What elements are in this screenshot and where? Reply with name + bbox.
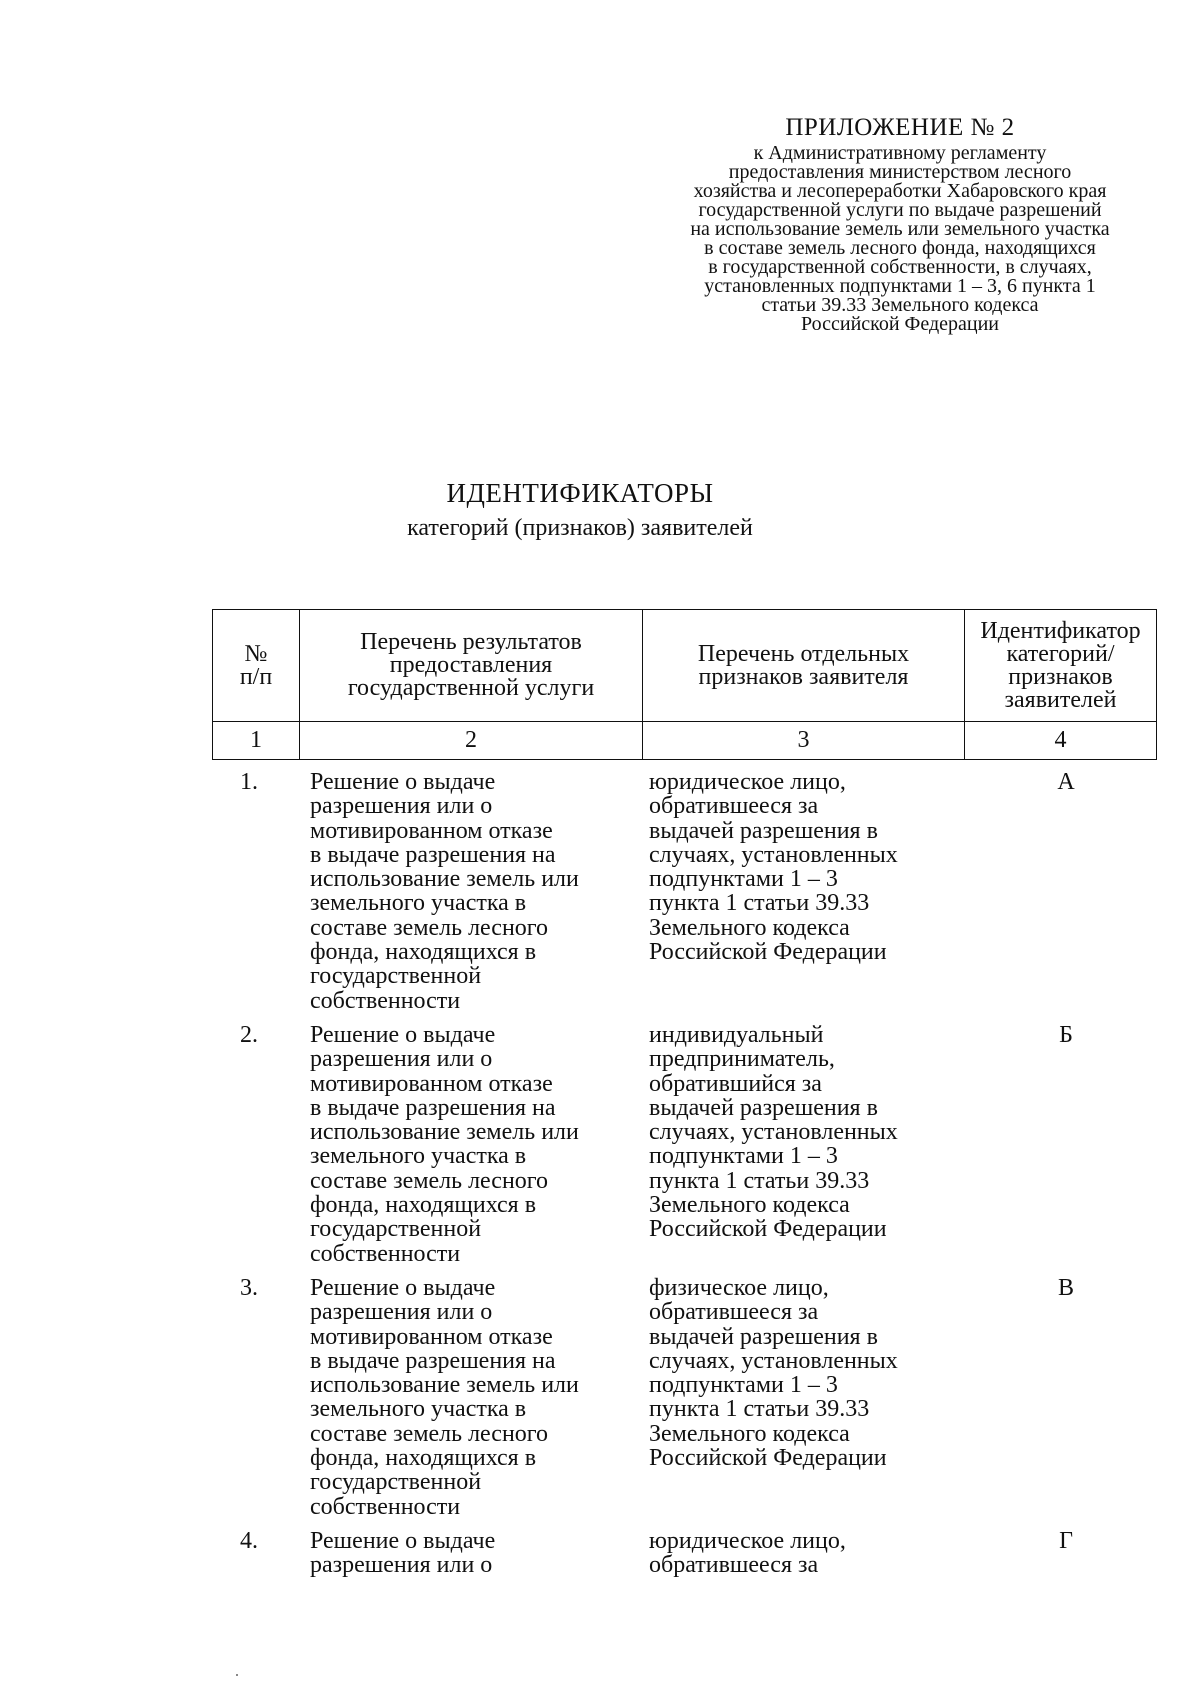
appendix-line: установленных подпунктами 1 – 3, 6 пункта 1 xyxy=(704,275,1096,297)
cell-line: физическое лицо, xyxy=(649,1275,829,1301)
header-cell-identifier xyxy=(965,610,1157,722)
row-identifier: А xyxy=(1057,769,1075,795)
cell-line: случаях, установленных xyxy=(649,1119,898,1146)
cell-line: составе земель лесного xyxy=(310,914,549,941)
scan-speck xyxy=(236,1674,238,1676)
cell-line: составе земель лесного xyxy=(310,1167,549,1194)
cell-line: Решение о выдаче xyxy=(310,1528,496,1554)
cell-line: фонда, находящихся в xyxy=(310,939,537,966)
cell-line: обратившийся за xyxy=(649,1070,822,1097)
cell-line: подпунктами 1 – 3 xyxy=(649,1372,838,1399)
table-header-row xyxy=(213,610,1157,722)
cell-line: обратившееся за xyxy=(649,793,819,820)
identifiers-table-body xyxy=(212,770,1156,1589)
appendix-title: ПРИЛОЖЕНИЕ № 2 xyxy=(785,114,1015,141)
row-identifier: В xyxy=(1057,1275,1074,1301)
cell-line: земельного участка в xyxy=(310,1396,527,1423)
header-text: № xyxy=(244,640,268,667)
cell-line: выдачей разрешения в xyxy=(649,1323,878,1350)
cell-line: земельного участка в xyxy=(310,1143,527,1170)
appendix-line: хозяйства и лесопереработки Хабаровского края xyxy=(693,180,1107,202)
cell-line: использование земель или xyxy=(310,1372,579,1399)
header-text: Перечень результатов xyxy=(360,629,582,655)
row-number: 4. xyxy=(240,1528,258,1554)
document-subtitle: категорий (признаков) заявителей xyxy=(407,515,753,541)
cell-line: мотивированном отказе xyxy=(310,1070,553,1097)
cell-line: разрешения или о xyxy=(310,793,493,820)
cell-line: Земельного кодекса xyxy=(649,914,850,941)
cell-line: случаях, установленных xyxy=(649,841,898,868)
cell-line: использование земель или xyxy=(310,866,579,893)
cell-line: разрешения или о xyxy=(310,1046,493,1073)
cell-line: выдачей разрешения в xyxy=(649,817,878,844)
row-identifier: Б xyxy=(1059,1022,1073,1048)
row-feature xyxy=(649,1529,969,1578)
column-number: 3 xyxy=(643,722,965,760)
cell-line: собственности xyxy=(310,987,461,1014)
cell-line: Российской Федерации xyxy=(649,1216,887,1243)
cell-line: государственной xyxy=(310,1469,482,1496)
row-number: 2. xyxy=(240,1022,258,1048)
header-text: признаков xyxy=(1008,663,1113,690)
cell-line: Земельного кодекса xyxy=(649,1420,850,1447)
cell-line: обратившееся за xyxy=(649,1299,819,1326)
cell-line: мотивированном отказе xyxy=(310,1323,553,1350)
header-text: Перечень отдельных xyxy=(697,640,910,667)
cell-line: подпунктами 1 – 3 xyxy=(649,866,838,893)
appendix-line: предоставления министерством лесного xyxy=(728,161,1072,183)
cell-line: выдачей разрешения в xyxy=(649,1094,878,1121)
header-text: государственной услуги xyxy=(347,675,595,701)
appendix-line: в составе земель лесного фонда, находящихся xyxy=(704,237,1096,259)
appendix-line: к Административному регламенту xyxy=(753,142,1047,164)
cell-line: юридическое лицо, xyxy=(649,769,846,795)
cell-line: разрешения или о xyxy=(310,1299,493,1326)
document-title: ИДЕНТИФИКАТОРЫ xyxy=(446,478,714,508)
cell-line: Земельного кодекса xyxy=(649,1192,850,1219)
header-cell-number xyxy=(213,610,300,722)
row-number: 3. xyxy=(240,1275,258,1301)
row-feature xyxy=(649,770,969,964)
cell-line: в выдаче разрешения на xyxy=(310,841,556,868)
cell-line: предприниматель, xyxy=(649,1046,835,1073)
table-row xyxy=(212,1529,1156,1589)
row-result xyxy=(310,1023,640,1266)
table-row xyxy=(212,1023,1156,1276)
table-row xyxy=(212,1276,1156,1529)
row-feature xyxy=(649,1023,969,1242)
appendix-line: на использование земель или земельного участка xyxy=(690,218,1110,240)
cell-line: пункта 1 статьи 39.33 xyxy=(649,890,870,917)
row-number: 1. xyxy=(240,769,258,795)
cell-line: фонда, находящихся в xyxy=(310,1192,537,1219)
cell-line: юридическое лицо, xyxy=(649,1528,846,1554)
identifiers-table-header xyxy=(212,609,1157,760)
row-result xyxy=(310,770,640,1013)
row-feature xyxy=(649,1276,969,1470)
header-cell-results xyxy=(300,610,643,722)
cell-line: обратившееся за xyxy=(649,1552,819,1579)
cell-line: государственной xyxy=(310,963,482,990)
column-number: 4 xyxy=(965,722,1157,760)
cell-line: разрешения или о xyxy=(310,1552,493,1579)
header-text: признаков заявителя xyxy=(698,663,909,690)
cell-line: пункта 1 статьи 39.33 xyxy=(649,1167,870,1194)
header-text: п/п xyxy=(239,663,273,690)
cell-line: государственной xyxy=(310,1216,482,1243)
cell-line: собственности xyxy=(310,1493,461,1520)
cell-line: Решение о выдаче xyxy=(310,1275,496,1301)
appendix-line: статьи 39.33 Земельного кодекса xyxy=(761,294,1039,316)
cell-line: мотивированном отказе xyxy=(310,817,553,844)
cell-line: Решение о выдаче xyxy=(310,1022,496,1048)
header-cell-features xyxy=(643,610,965,722)
header-text: категорий/ xyxy=(1006,640,1115,667)
cell-line: фонда, находящихся в xyxy=(310,1445,537,1472)
cell-line: подпунктами 1 – 3 xyxy=(649,1143,838,1170)
table-row xyxy=(212,770,1156,1023)
column-number-row xyxy=(213,722,1157,760)
row-result xyxy=(310,1529,640,1578)
column-number: 2 xyxy=(300,722,643,760)
cell-line: Российской Федерации xyxy=(649,939,887,966)
appendix-line: государственной услуги по выдаче разрешений xyxy=(698,199,1102,221)
cell-line: Решение о выдаче xyxy=(310,769,496,795)
header-text: заявителей xyxy=(1004,686,1117,713)
column-number: 1 xyxy=(213,722,300,760)
appendix-header xyxy=(640,112,1160,334)
header-text: Идентификатор xyxy=(980,617,1141,644)
cell-line: в выдаче разрешения на xyxy=(310,1094,556,1121)
cell-line: случаях, установленных xyxy=(649,1347,898,1374)
header-text: предоставления xyxy=(389,652,553,678)
row-identifier: Г xyxy=(1059,1528,1073,1554)
cell-line: составе земель лесного xyxy=(310,1420,549,1447)
cell-line: в выдаче разрешения на xyxy=(310,1347,556,1374)
cell-line: индивидуальный xyxy=(649,1022,824,1048)
row-result xyxy=(310,1276,640,1519)
appendix-line: Российской Федерации xyxy=(800,313,1000,335)
cell-line: собственности xyxy=(310,1240,461,1267)
appendix-line: в государственной собственности, в случаях, xyxy=(708,256,1092,278)
cell-line: использование земель или xyxy=(310,1119,579,1146)
cell-line: земельного участка в xyxy=(310,890,527,917)
cell-line: пункта 1 статьи 39.33 xyxy=(649,1396,870,1423)
cell-line: Российской Федерации xyxy=(649,1445,887,1472)
